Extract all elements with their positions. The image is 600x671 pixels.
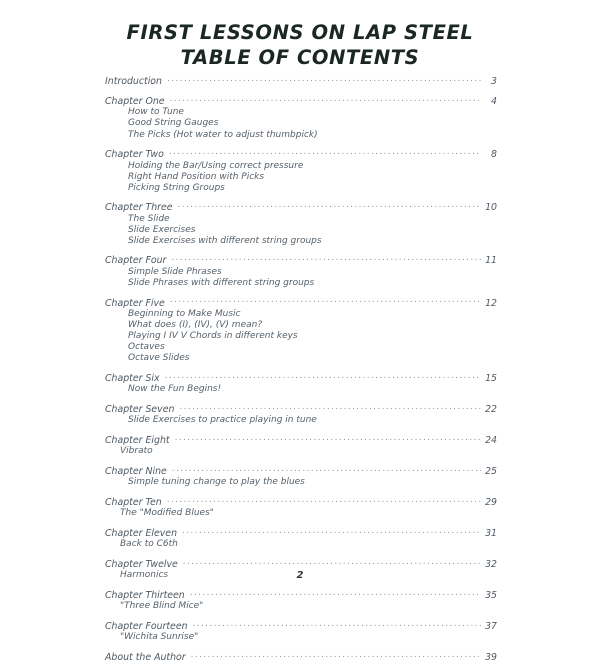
toc-subitem[interactable]: Slide Phrases with different string groups — [128, 277, 315, 288]
toc-subitem[interactable]: Beginning to Make Music — [128, 308, 241, 319]
toc-entry-page-number: 37 — [485, 620, 497, 632]
dot-leader — [193, 620, 481, 629]
toc-entry-page-number: 10 — [485, 202, 497, 214]
dot-leader — [175, 434, 481, 443]
toc-entry-row[interactable] — [105, 496, 497, 508]
dot-leader — [182, 527, 481, 536]
toc-subitem-list — [105, 632, 497, 643]
title-line-2: TABLE OF CONTENTS — [180, 46, 420, 69]
dot-leader — [170, 297, 481, 306]
toc-entry[interactable] — [105, 95, 497, 141]
toc-entry[interactable] — [105, 148, 497, 194]
dot-leader — [183, 558, 481, 567]
toc-entry-row[interactable] — [105, 558, 497, 570]
toc-entry-page-number: 39 — [485, 651, 497, 663]
toc-entry-label: Chapter Five — [105, 297, 165, 309]
toc-entry[interactable] — [105, 589, 497, 613]
toc-subitem[interactable]: Slide Exercises — [128, 224, 196, 235]
dot-leader — [171, 254, 481, 263]
toc-subitem[interactable]: Slide Exercises to practice playing in tune — [128, 415, 317, 426]
toc-entry-row[interactable] — [105, 372, 497, 384]
toc-subitem-list — [105, 601, 497, 612]
toc-entry-label: Chapter Three — [105, 202, 173, 214]
dot-leader — [178, 201, 481, 210]
toc-subitem[interactable]: What does (I), (IV), (V) mean? — [128, 320, 263, 331]
toc-entry-page-number: 25 — [485, 465, 497, 477]
toc-entry-page-number: 12 — [485, 297, 497, 309]
toc-entry[interactable] — [105, 496, 497, 520]
toc-subitem[interactable]: How to Tune — [128, 107, 184, 118]
dot-leader — [179, 403, 481, 412]
toc-subitem[interactable]: Octaves — [128, 342, 165, 353]
toc-entry[interactable] — [105, 651, 497, 663]
toc-entry-page-number: 31 — [485, 527, 497, 539]
dot-leader — [170, 95, 481, 104]
toc-entry-page-number: 15 — [485, 372, 497, 384]
toc-entry-row[interactable] — [105, 201, 497, 213]
toc-entry-label: Chapter Four — [105, 255, 167, 267]
toc-entry-row[interactable] — [105, 95, 497, 107]
toc-entry-label: Chapter Ten — [105, 496, 162, 508]
toc-subitem-list — [105, 446, 497, 457]
toc-entry-label: Chapter Eight — [105, 434, 170, 446]
toc-subitem[interactable]: "Three Blind Mice" — [120, 601, 204, 612]
toc-subitem[interactable]: Back to C6th — [120, 539, 178, 550]
toc-entry-label: Chapter Seven — [105, 403, 175, 415]
toc-entry-label: Chapter Six — [105, 372, 160, 384]
dot-leader — [167, 496, 481, 505]
toc-entry-label: Chapter Nine — [105, 465, 167, 477]
toc-entry-label: Chapter One — [105, 95, 165, 107]
toc-entry-page-number: 32 — [485, 558, 497, 570]
toc-subitem[interactable]: Playing I IV V Chords in different keys — [128, 331, 298, 342]
toc-entry-row[interactable] — [105, 297, 497, 309]
toc-entry-row[interactable] — [105, 589, 497, 601]
toc-subitem[interactable]: Slide Exercises with different string groups — [128, 235, 322, 246]
page-number: 2 — [296, 570, 304, 581]
toc-subitem-list — [105, 161, 497, 194]
toc-subitem[interactable]: Right Hand Position with Picks — [128, 171, 265, 182]
toc-subitem[interactable]: Simple tuning change to play the blues — [128, 477, 305, 488]
toc-entry-row[interactable] — [105, 465, 497, 477]
dot-leader — [169, 148, 481, 157]
toc-subitem-list — [105, 508, 497, 519]
toc-entry[interactable] — [105, 75, 497, 87]
table-of-contents-list — [105, 75, 497, 671]
toc-entry-row[interactable] — [105, 148, 497, 160]
toc-entry-page-number: 8 — [491, 149, 497, 161]
toc-subitem-list — [105, 539, 497, 550]
toc-subitem[interactable]: Holding the Bar/Using correct pressure — [128, 160, 304, 171]
toc-subitem-list — [105, 107, 497, 140]
toc-entry-page-number: 3 — [491, 76, 497, 87]
toc-entry-row[interactable] — [105, 620, 497, 632]
toc-entry-label: Chapter Twelve — [105, 558, 178, 570]
toc-entry[interactable] — [105, 527, 497, 551]
page-title — [0, 0, 600, 70]
dot-leader — [191, 651, 481, 660]
toc-subitem[interactable]: Simple Slide Phrases — [128, 266, 222, 277]
toc-entry-label: Chapter Fourteen — [105, 620, 188, 632]
toc-entry-page-number: 35 — [485, 589, 497, 601]
toc-subitem[interactable]: Vibrato — [120, 446, 153, 457]
toc-entry-page-number: 4 — [491, 95, 497, 107]
toc-entry-row[interactable] — [105, 527, 497, 539]
toc-subitem-list — [105, 267, 497, 289]
toc-subitem[interactable]: Now the Fun Begins! — [128, 384, 222, 395]
dot-leader — [172, 465, 481, 474]
toc-entry[interactable] — [105, 620, 497, 644]
toc-subitem[interactable]: The Slide — [128, 213, 170, 224]
toc-subitem-list — [105, 477, 497, 488]
dot-leader — [165, 372, 481, 381]
toc-entry[interactable] — [105, 403, 497, 427]
toc-subitem-list — [105, 214, 497, 247]
toc-entry-page-number: 11 — [485, 255, 497, 267]
toc-subitem[interactable]: The Picks (Hot water to adjust thumbpick) — [128, 129, 318, 140]
toc-entry-label: Chapter Eleven — [105, 527, 178, 539]
toc-subitem[interactable]: Good String Gauges — [128, 118, 219, 129]
toc-subitem[interactable]: The "Modified Blues" — [120, 508, 214, 519]
dot-leader — [167, 75, 481, 84]
toc-subitem[interactable]: Harmonics — [120, 570, 169, 581]
toc-entry-label: Introduction — [105, 76, 162, 87]
toc-entry-row[interactable] — [105, 254, 497, 266]
toc-entry-label: Chapter Thirteen — [105, 589, 185, 601]
toc-entry[interactable] — [105, 465, 497, 489]
toc-entry[interactable] — [105, 201, 497, 247]
toc-entry-label: Chapter Two — [105, 149, 164, 161]
toc-entry[interactable] — [105, 297, 497, 365]
toc-entry-row[interactable] — [105, 434, 497, 446]
toc-subitem-list — [105, 309, 497, 364]
toc-entry-page-number: 24 — [485, 434, 497, 446]
toc-entry-row[interactable] — [105, 75, 497, 87]
toc-subitem[interactable]: "Wichita Sunrise" — [120, 632, 199, 643]
dot-leader — [190, 589, 481, 598]
toc-entry-page-number: 22 — [485, 403, 497, 415]
toc-entry[interactable] — [105, 372, 497, 396]
toc-entry-row[interactable] — [105, 403, 497, 415]
toc-subitem[interactable]: Picking String Groups — [128, 182, 225, 193]
toc-subitem[interactable]: Octave Slides — [128, 353, 190, 364]
toc-subitem-list — [105, 415, 497, 426]
toc-entry[interactable] — [105, 434, 497, 458]
toc-entry-label: About the Author — [105, 651, 186, 663]
toc-entry-row[interactable] — [105, 651, 497, 663]
title-line-1: FIRST LESSONS ON LAP STEEL — [126, 21, 474, 44]
toc-subitem-list — [105, 384, 497, 395]
toc-entry[interactable] — [105, 254, 497, 289]
toc-entry-page-number: 29 — [485, 496, 497, 508]
